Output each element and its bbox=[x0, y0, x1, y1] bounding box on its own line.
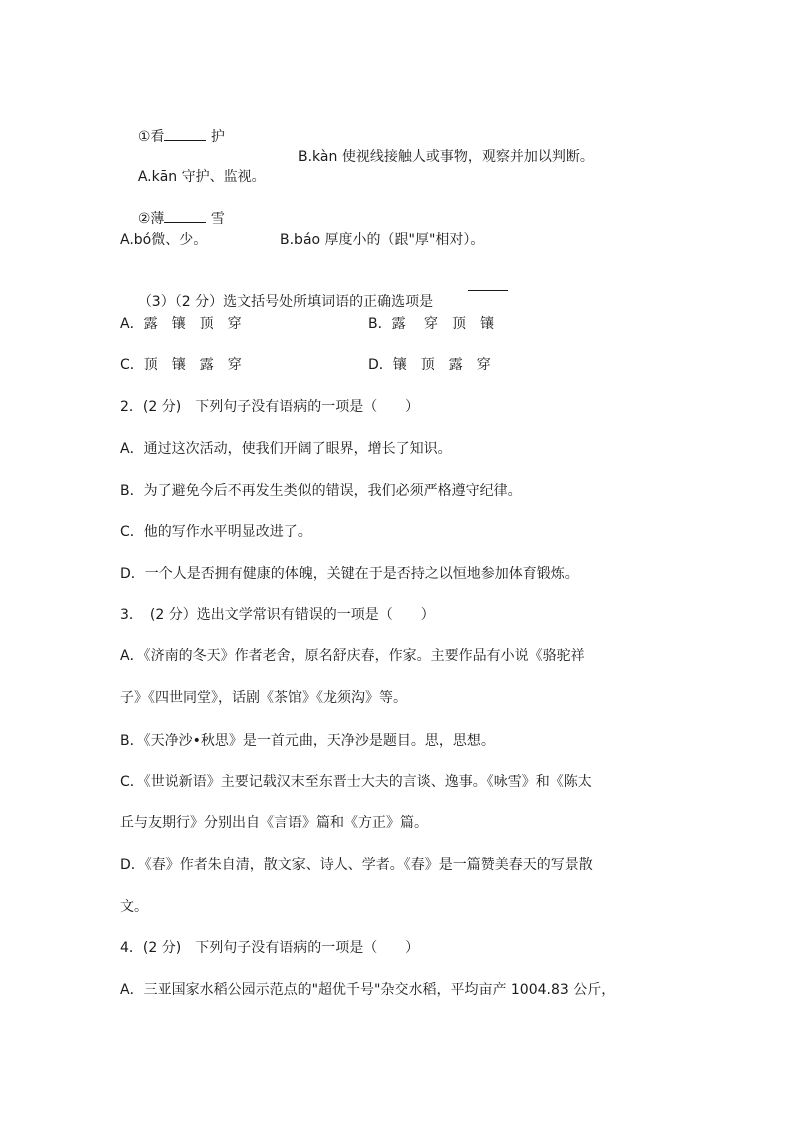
q1-sub2-stem bbox=[120, 188, 225, 227]
question-2-option-b[interactable]: B．为了避免今后不再发生类似的错误，我们必须严格遵守纪律。 bbox=[120, 483, 522, 499]
answer-blank[interactable] bbox=[468, 276, 508, 291]
q1-part3-option-a[interactable]: A．露 镶 顶 穿 bbox=[120, 316, 242, 332]
q1-sub2-suffix: 雪 bbox=[206, 211, 225, 227]
question-3-option-b[interactable]: B．《天净沙•秋思》是一首元曲，天净沙是题目。思，思想。 bbox=[120, 733, 495, 749]
question-3-option-a-line1[interactable]: A．《济南的冬天》作者老舍，原名舒庆春，作家。主要作品有小说《骆驼祥 bbox=[120, 648, 585, 664]
q1-part3-stem bbox=[120, 272, 434, 310]
q1-sub2-prefix: ②薄 bbox=[137, 211, 165, 227]
question-4-stem: 4．(2 分) 下列句子没有语病的一项是（ ） bbox=[120, 940, 420, 956]
q1-part3-option-c[interactable]: C．顶 镶 露 穿 bbox=[120, 357, 242, 373]
q1-sub1-suffix: 护 bbox=[206, 129, 225, 145]
question-3-option-d-line2[interactable]: 文。 bbox=[120, 899, 148, 915]
question-2-stem: 2．(2 分) 下列句子没有语病的一项是（ ） bbox=[120, 399, 420, 415]
question-3-option-c-line2[interactable]: 丘与友期行》分别出自《言语》篇和《方正》篇。 bbox=[120, 815, 428, 831]
q1-sub1-stem bbox=[120, 106, 225, 145]
q1-part3-option-b[interactable]: B．露 穿 顶 镶 bbox=[368, 316, 495, 332]
question-4-option-a-line1[interactable]: A．三亚国家水稻公园示范点的"超优千号"杂交水稻，平均亩产 1004.83 公斤， bbox=[120, 982, 616, 998]
q1-part3-option-d[interactable]: D．镶 顶 露 穿 bbox=[368, 357, 491, 373]
question-2-option-c[interactable]: C．他的写作水平明显改进了。 bbox=[120, 524, 312, 540]
question-3-option-a-line2[interactable]: 子》《四世同堂》，话剧《茶馆》《龙须沟》等。 bbox=[120, 690, 407, 706]
question-2-option-d[interactable]: D．一个人是否拥有健康的体魄，关键在于是否持之以恒地参加体育锻炼。 bbox=[120, 566, 579, 582]
question-2-option-a[interactable]: A．通过这次活动，使我们开阔了眼界，增长了知识。 bbox=[120, 441, 452, 457]
question-3-option-c-line1[interactable]: C．《世说新语》主要记载汉末至东晋士大夫的言谈、逸事。《咏雪》和《陈太 bbox=[120, 774, 592, 790]
answer-blank[interactable] bbox=[164, 126, 206, 141]
q1-sub1-options bbox=[120, 147, 266, 185]
q1-sub1-option-b: B.kàn 使视线接触人或事物，观察并加以判断。 bbox=[298, 149, 594, 165]
question-3-option-d-line1[interactable]: D．《春》作者朱自清，散文家、诗人、学者。《春》是一篇赞美春天的写景散 bbox=[120, 857, 593, 873]
q1-part3-text: （3）（2 分）选文括号处所填词语的正确选项是 bbox=[137, 294, 434, 310]
q1-sub1-prefix: ①看 bbox=[137, 129, 165, 145]
q1-sub2-option-b: B.báo 厚度小的（跟"厚"相对）。 bbox=[280, 232, 485, 248]
question-3-stem: 3． (2 分）选出文学常识有错误的一项是（ ） bbox=[120, 607, 435, 623]
q1-sub1-option-a: A.kān 守护、监视。 bbox=[137, 169, 266, 185]
q1-sub2-option-a: A.bó微、少。 bbox=[120, 232, 208, 248]
answer-blank[interactable] bbox=[164, 208, 206, 223]
